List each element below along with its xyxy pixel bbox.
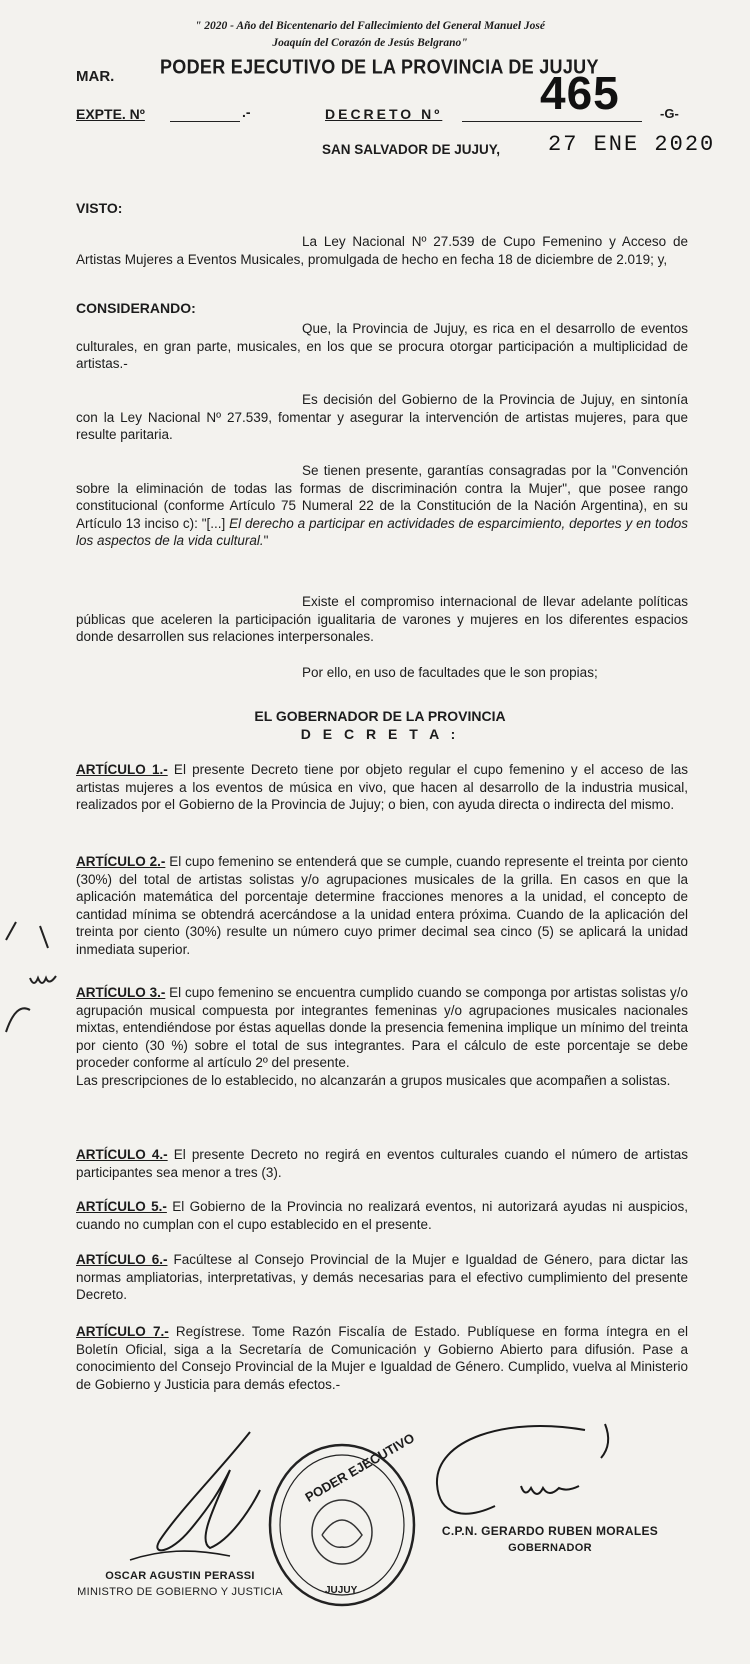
governor-signature [425,1420,645,1540]
article-5 [76,1198,688,1233]
margin-handwriting [0,920,70,1040]
article-1 [76,761,688,814]
considerando-text-2: Es decisión del Gobierno de la Provincia de Jujuy, en sintonía con la Ley Nacional Nº 27.539, fomentar y asegurar la intervención de artistas mujeres, para que resulte paritaria. [76,392,688,442]
considerando-text-1: Que, la Provincia de Jujuy, es rica en el desarrollo de eventos culturales, en gran parte, musicales, en los que se procura otorgar participación a multiplicidad de artistas.- [76,321,688,371]
convention-quote: El derecho a participar en actividades de esparcimiento, deportes y en todos los aspectos de la vida cultural. [76,515,688,548]
seal-bottom-text: JUJUY [325,1585,358,1596]
article-6 [76,1251,688,1304]
governor-name: C.P.N. GERARDO RUBEN MORALES [441,1524,659,1538]
seal-text: PODER EJECUTIVO [302,1430,418,1505]
expte-label: EXPTE. Nº [76,106,145,122]
decree-number: 465 [540,67,620,119]
article-1-label: ARTÍCULO 1.- [76,762,168,777]
article-2-text: El cupo femenino se entenderá que se cumple, cuando represente el treinta por ciento (30%) del total de artistas solistas y/o agrupaciones musicales de la grilla. En casos en que la aplicación matemática del porcentaje determine fracciones menores a la unidad, el concepto de cantidad mínima se obtendrá acercándose a la unidad entera próxima. Cuando de la aplicación del treinta por ciento (30%) resulte un número cuyo primer decimal sea cinco (5) se aplicará la unidad inmediata superior. [76,854,688,957]
article-7-label: ARTÍCULO 7.- [76,1324,169,1339]
article-1-text: El presente Decreto tiene por objeto regular el cupo femenino y el acceso de las artistas mujeres a los eventos de música en vivo, que hacen al desarrollo de la industria musical, realizados por el Gobierno de la Provincia de Jujuy; o bien, con ayuda directa o indirecta del mismo. [76,762,688,812]
article-4-label: ARTÍCULO 4.- [76,1147,168,1162]
quote-close: " [263,533,269,548]
considerando-paragraph-2 [76,391,688,444]
considerando-paragraph-3 [76,462,688,550]
governor-title: EL GOBERNADOR DE LA PROVINCIA [254,708,506,724]
article-7 [76,1323,688,1393]
considerando-text-3: Se tienen presente, garantías consagradas por la "Convención sobre la eliminación de todas las formas de discriminación contra la Mujer", que posee rango constitucional (conforme Artículo 75 Numeral 22 de la Constitución de la Nación Argentina), en su Artículo 13 inciso c): "[...] [76,463,688,531]
visto-heading: VISTO: [76,200,123,216]
article-5-label: ARTÍCULO 5.- [76,1199,167,1214]
signatures-area [0,1420,750,1660]
motto-line-2: Joaquín del Corazón de Jesús Belgrano" [272,37,468,49]
expte-dot: .- [242,104,251,120]
date-stamp: 27 ENE 2020 [548,132,716,157]
article-3 [76,984,688,1089]
bicentenary-motto [120,18,620,52]
considerando-paragraph-4 [76,593,688,646]
governor-title: GOBERNADOR [508,1542,592,1554]
article-2 [76,853,688,958]
decree-number-line [462,121,642,122]
minister-signature [100,1430,280,1570]
considerando-text-4: Existe el compromiso internacional de llevar adelante políticas públicas que aceleren la participación igualitaria de varones y mujeres en los diferentes espacios donde desarrollen sus relaciones interpersonales. [76,594,688,644]
decree-label: DECRETO Nº [325,106,443,122]
article-6-text: Facúltese al Consejo Provincial de la Mujer e Igualdad de Género, para dictar las normas ampliatorias, interpretativas, y demás necesarias para el efectivo cumplimiento del presente Decreto. [76,1252,688,1302]
article-7-text: Regístrese. Tome Razón Fiscalía de Estado. Publíquese en forma íntegra en el Boletín Oficial, siga a la Secretaría de Comunicación y Gobierno Abierto para difusión. Pase a conocimiento del Consejo Provincial de la Mujer e Igualdad de Género. Cumplido, vuelva al Ministerio de Gobierno y Justicia para demás efectos.- [76,1324,688,1392]
decreta-title: D E C R E T A : [300,726,460,742]
visto-paragraph [76,233,688,268]
decree-suffix: -G- [660,106,679,121]
considerando-text-5: Por ello, en uso de facultades que le son propias; [302,665,598,680]
article-5-text: El Gobierno de la Provincia no realizará eventos, ni autorizará ayudas ni auspicios, cuando no cumplan con el cupo establecido en el presente. [76,1199,688,1232]
visto-text: La Ley Nacional Nº 27.539 de Cupo Femenino y Acceso de Artistas Mujeres a Eventos Musicales, promulgada de hecho en fecha 18 de diciembre de 2.019; y, [76,234,688,267]
considerando-paragraph-1 [76,320,688,373]
governor-heading [200,707,560,743]
expte-blank-line [170,121,240,122]
article-3-label: ARTÍCULO 3.- [76,985,166,1000]
considerando-paragraph-5 [76,664,688,682]
motto-line-1: " 2020 - Año del Bicentenario del Fallecimiento del General Manuel José [195,20,545,32]
article-3-extra: Las prescripciones de lo establecido, no alcanzarán a grupos musicales que acompañen a solistas. [76,1072,671,1088]
minister-name: OSCAR AGUSTIN PERASSI [105,1570,255,1582]
institution-title: PODER EJECUTIVO DE LA PROVINCIA DE JUJUY [160,55,599,78]
place-label: SAN SALVADOR DE JUJUY, [322,142,501,157]
article-3-text: El cupo femenino se encuentra cumplido cuando se componga por artistas solistas y/o agrupación musical compuesta por integrantes femeninas y/o agrupaciones musicales nacionales mixtas, entendiéndose por éstas aquellas donde la presencia femenina implique un mínimo del treinta por ciento (30 %) sobre el total de sus integrantes. Para el cálculo de este porcentaje se debe proceder conforme al artículo 2º del presente. [76,985,689,1070]
article-2-label: ARTÍCULO 2.- [76,854,166,869]
considerando-heading: CONSIDERANDO: [76,300,196,316]
article-4 [76,1146,688,1181]
mar-label: MAR. [76,68,115,85]
minister-title: MINISTRO DE GOBIERNO Y JUSTICIA [77,1586,283,1598]
article-4-text: El presente Decreto no regirá en eventos culturales cuando el número de artistas participantes sea menor a tres (3). [76,1147,688,1180]
article-6-label: ARTÍCULO 6.- [76,1252,168,1267]
